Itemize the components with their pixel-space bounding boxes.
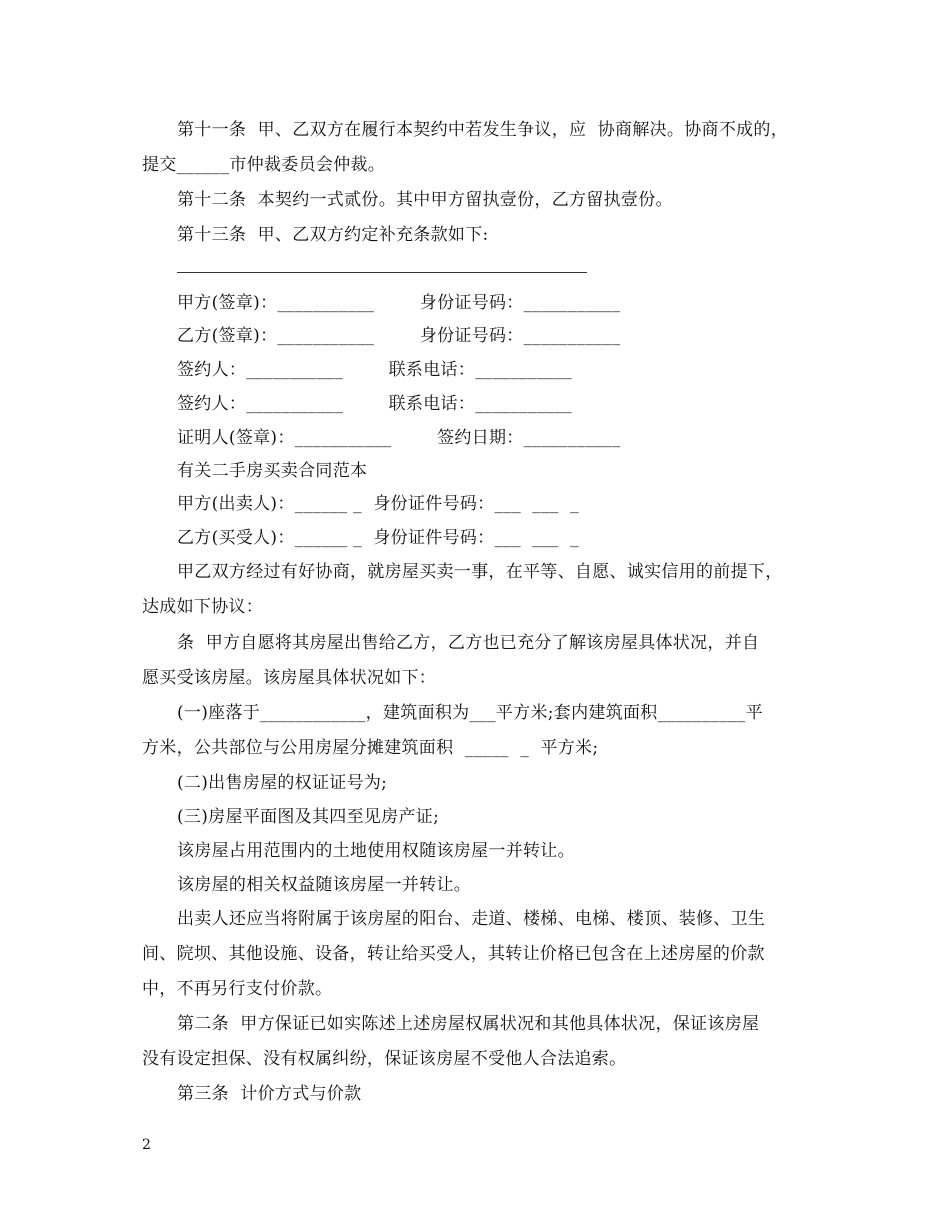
clause-11-line-1: 第十一条 甲、乙双方在履行本契约中若发生争议，应 协商解决。协商不成的， [177, 120, 789, 140]
item-2: (二)出售房屋的权证证号为; [177, 773, 388, 793]
clause-11-line-2: 提交______市仲裁委员会仲裁。 [142, 155, 386, 175]
section-title: 有关二手房买卖合同范本 [177, 461, 368, 481]
clause-12: 第十二条 本契约一式贰份。其中甲方留执壹份，乙方留执壹份。 [177, 190, 673, 210]
page-number: 2 [142, 1137, 151, 1153]
attachments-line-2: 间、院坝、其他设施、设备，转让给买受人，其转让价格已包含在上述房屋的价款 [142, 944, 765, 964]
witness-row: 证明人(签章)：___________ 签约日期：___________ [177, 428, 621, 448]
buyer-row: 乙方(买受人)：______ _ 身份证件号码：___ ___ _ [177, 528, 579, 548]
seller-row: 甲方(出卖人)：______ _ 身份证件号码：___ ___ _ [177, 494, 579, 514]
item-1-line-2: 方米，公共部位与公用房屋分摊建筑面积 _____ _ 平方米; [142, 738, 599, 758]
land-use-right-line: 该房屋占用范围内的土地使用权随该房屋一并转让。 [177, 841, 575, 861]
item-1-line-1: (一)座落于____________，建筑面积为___平方米;套内建筑面积__________平 [177, 703, 763, 723]
clause-13: 第十三条 甲、乙双方约定补充条款如下: [177, 225, 489, 245]
signatory-row-1: 签约人：___________ 联系电话：___________ [177, 360, 572, 380]
preamble-line-1: 甲乙双方经过有好协商，就房屋买卖一事，在平等、自愿、诚实信用的前提下， [177, 562, 783, 582]
attachments-line-1: 出卖人还应当将附属于该房屋的阳台、走道、楼梯、电梯、楼顶、装修、卫生 [177, 909, 766, 929]
related-rights-line: 该房屋的相关权益随该房屋一并转让。 [177, 875, 472, 895]
item-3: (三)房屋平面图及其四至见房产证; [177, 807, 440, 827]
party-a-signature-row: 甲方(签章)：___________ 身份证号码：___________ [177, 293, 621, 313]
clause-2-line-1: 第二条 甲方保证已如实陈述上述房屋权属状况和其他具体状况，保证该房屋 [177, 1014, 760, 1034]
clause-2-line-2: 没有设定担保、没有权属纠纷，保证该房屋不受他人合法追索。 [142, 1049, 627, 1069]
attachments-line-3: 中，不再另行支付价款。 [142, 979, 333, 999]
clause-1-line-1: 条 甲方自愿将其房屋出售给乙方，乙方也已充分了解该房屋具体状况，并自 [177, 633, 760, 653]
clause-1-line-2: 愿买受该房屋。该房屋具体状况如下： [142, 668, 437, 688]
preamble-line-2: 达成如下协议： [142, 597, 264, 617]
clause-3-heading: 第三条 计价方式与价款 [177, 1084, 362, 1104]
party-b-signature-row: 乙方(签章)：___________ 身份证号码：___________ [177, 326, 621, 346]
signatory-row-2: 签约人：___________ 联系电话：___________ [177, 394, 572, 414]
supplementary-terms-blank-line [177, 272, 587, 273]
